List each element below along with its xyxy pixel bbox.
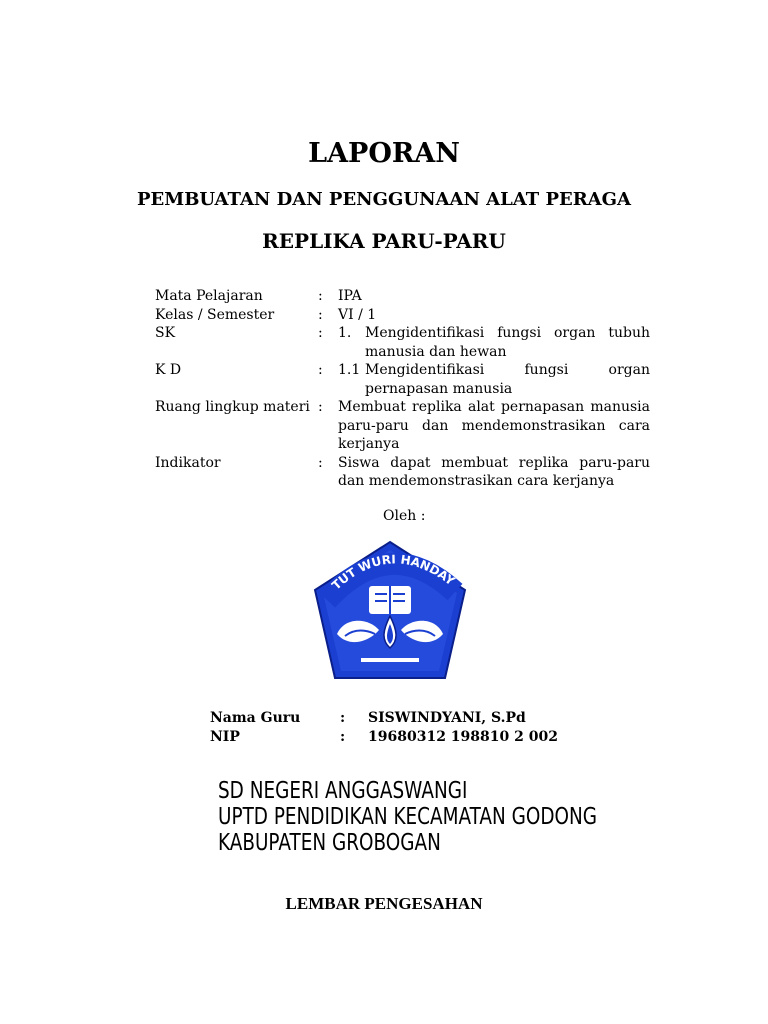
info-label: K D	[155, 362, 182, 378]
school-kabupaten: KABUPATEN GROBOGAN	[218, 830, 441, 856]
oleh-label: Oleh :	[383, 508, 426, 524]
info-value: IPA	[338, 288, 362, 304]
document-title: LAPORAN	[308, 138, 460, 169]
info-separator: :	[318, 399, 323, 415]
teacher-name-value: SISWINDYANI, S.Pd	[368, 710, 526, 726]
info-value: VI / 1	[338, 306, 377, 323]
info-number: 1.1	[338, 362, 361, 378]
teacher-info	[210, 709, 558, 747]
info-separator: :	[318, 362, 323, 378]
info-label: Kelas / Semester	[155, 306, 275, 323]
info-separator: :	[318, 288, 323, 304]
info-value-continued: manusia dan hewan	[365, 343, 507, 360]
info-label: Indikator	[155, 454, 221, 471]
info-table	[155, 287, 650, 491]
teacher-name-label: Nama Guru	[210, 710, 301, 726]
info-row-kd	[155, 361, 650, 398]
info-value: Mengidentifikasi fungsi organ	[365, 362, 650, 378]
info-value-continued: pernapasan manusia	[365, 380, 513, 397]
info-row-sk	[155, 324, 650, 361]
info-separator: :	[318, 306, 323, 323]
info-row-mata-pelajaran	[155, 287, 650, 306]
teacher-nip-label: NIP	[210, 729, 240, 745]
info-separator: :	[318, 325, 323, 341]
info-number: 1.	[338, 325, 352, 341]
teacher-nip-value: 19680312 198810 2 002	[368, 729, 558, 745]
info-label: Ruang lingkup materi	[155, 399, 310, 415]
info-row-ruang-lingkup	[155, 398, 650, 454]
info-row-kelas-semester	[155, 306, 650, 325]
emblem-motto: TUT WURI HANDAY	[329, 552, 457, 593]
school-block	[218, 778, 597, 856]
teacher-nip-row	[210, 728, 558, 747]
lembar-pengesahan-heading: LEMBAR PENGESAHAN	[285, 894, 483, 913]
teacher-name-separator: :	[340, 710, 346, 726]
teacher-name-row	[210, 709, 558, 728]
info-row-indikator	[155, 454, 650, 491]
document-subtitle-line2: REPLIKA PARU-PARU	[262, 229, 506, 253]
school-name: SD NEGERI ANGGASWANGI	[218, 778, 468, 804]
info-separator: :	[318, 454, 323, 471]
school-uptd: UPTD PENDIDIKAN KECAMATAN GODONG	[218, 804, 598, 830]
teacher-nip-separator: :	[340, 729, 346, 745]
info-value: Siswa dapat membuat replika paru-paru dan mendemonstrasikan cara kerjanya	[338, 454, 650, 489]
info-value: Membuat replika alat pernapasan manusia paru-paru dan mendemonstrasikan cara kerjanya	[338, 399, 650, 452]
info-label: Mata Pelajaran	[155, 288, 263, 304]
tut-wuri-handayani-emblem-icon	[305, 530, 475, 690]
info-value: Mengidentifikasi fungsi organ tubuh	[365, 325, 650, 341]
info-label: SK	[155, 325, 176, 341]
document-subtitle-line1: PEMBUATAN DAN PENGGUNAAN ALAT PERAGA	[137, 189, 631, 210]
